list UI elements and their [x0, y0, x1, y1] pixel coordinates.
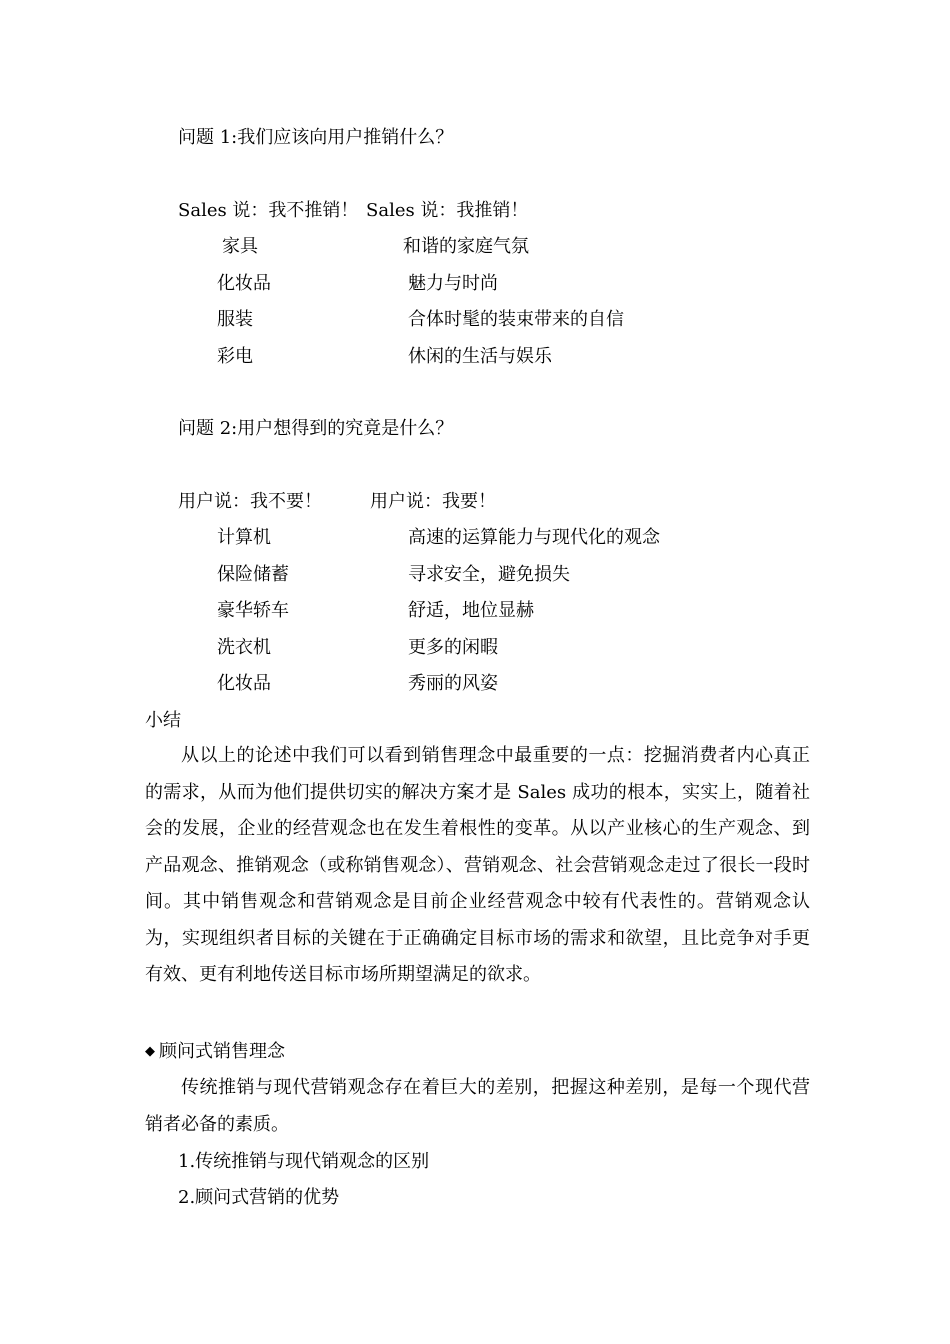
question-2: 问题 2:用户想得到的究竟是什么？ [178, 418, 454, 439]
consultative-heading-line [145, 1040, 285, 1064]
table-row-benefit: 寻求安全，避免损失 [408, 564, 570, 585]
table-row-item: 保险储蓄 [217, 564, 289, 585]
list-item: 2.顾问式营销的优势 [178, 1187, 340, 1208]
table-row-item: 计算机 [217, 527, 271, 548]
table-row-benefit: 舒适，地位显赫 [408, 600, 534, 621]
summary-paragraph: 从以上的论述中我们可以看到销售理念中最重要的一点：挖掘消费者内心真正的需求，从而为他们提供切实的解决方案才是 Sales 成功的根本，实实上，随着社会的发展，企业的经营观念也在发生着根性的变革。从以产业核心的生产观念、到产品观念、推销观念（或称销售观念）、营销观念、社会营销观念走过了很长一段时间。其中销售观念和营销观念是目前企业经营观念中较有代表性的。营销观念认为，实现组织者目标的关键在于正确确定目标市场的需求和欲望，且比竞争对手更有效、更有利地传送目标市场所期望满足的欲求。 [145, 745, 810, 985]
table-row-benefit: 更多的闲暇 [408, 637, 498, 658]
table-row-benefit: 和谐的家庭气氛 [403, 236, 529, 257]
consultative-paragraph: 传统推销与现代营销观念存在着巨大的差别，把握这种差别，是每一个现代营销者必备的素质。 [145, 1077, 810, 1135]
table-row-item: 化妆品 [217, 273, 271, 294]
sales-no-header: Sales 说：我不推销！ [178, 200, 359, 221]
table-row-benefit: 魅力与时尚 [408, 273, 498, 294]
table-row-item: 服装 [217, 309, 253, 330]
user-no-header: 用户说：我不要！ [178, 491, 322, 512]
list-item: 1.传统推销与现代销观念的区别 [178, 1151, 430, 1172]
table-row-item: 化妆品 [217, 673, 271, 694]
table-row-item: 洗衣机 [217, 637, 271, 658]
table-row-benefit: 高速的运算能力与现代化的观念 [408, 527, 660, 548]
summary-heading: 小结 [145, 710, 181, 731]
table-row-benefit: 休闲的生活与娱乐 [408, 346, 552, 367]
consultative-heading: 顾问式销售理念 [159, 1041, 285, 1062]
table-row-item: 家具 [222, 236, 258, 257]
table-row-item: 彩电 [217, 346, 253, 367]
diamond-bullet-icon: ◆ [145, 1044, 155, 1059]
sales-yes-header: Sales 说：我推销！ [366, 200, 529, 221]
table-row-benefit: 合体时髦的装束带来的自信 [408, 309, 624, 330]
user-yes-header: 用户说：我要！ [370, 491, 496, 512]
table-row-benefit: 秀丽的风姿 [408, 673, 498, 694]
table-row-item: 豪华轿车 [217, 600, 289, 621]
question-1: 问题 1:我们应该向用户推销什么？ [178, 127, 454, 148]
